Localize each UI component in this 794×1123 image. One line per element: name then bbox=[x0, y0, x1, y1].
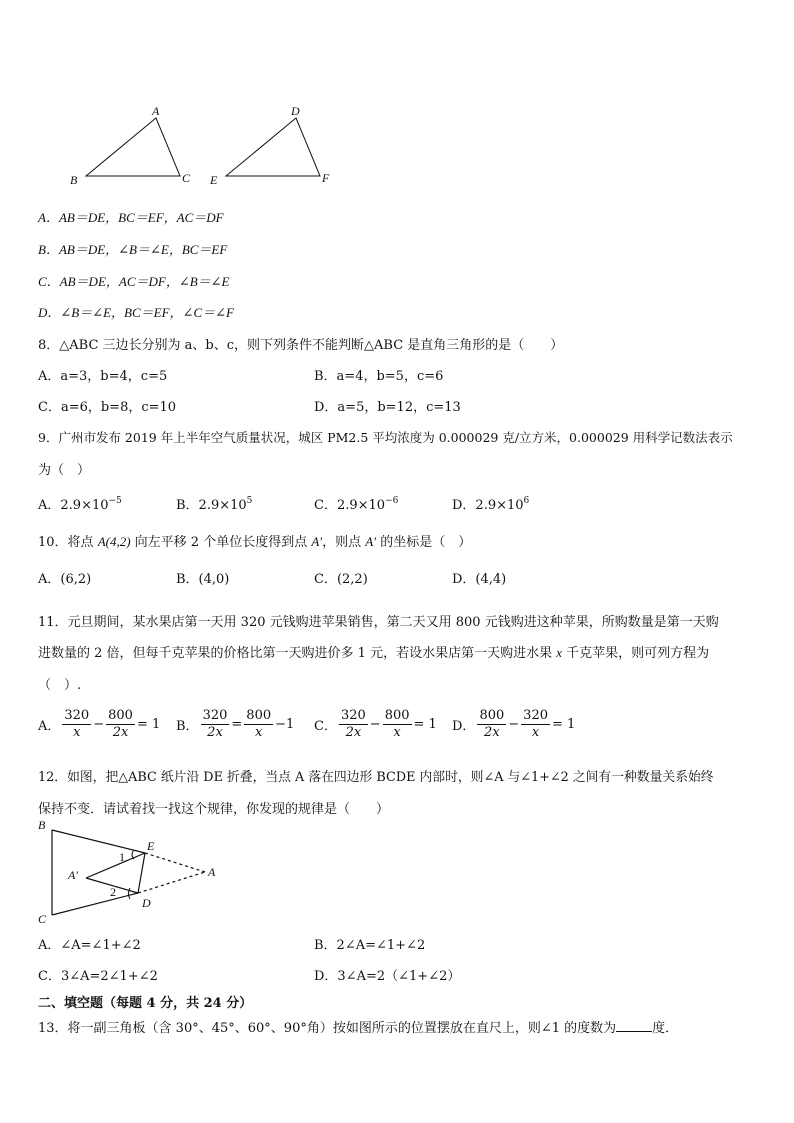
q11-option-b-label: B． bbox=[176, 719, 199, 734]
q11-variable-x: x bbox=[556, 645, 562, 660]
q10-stem-pre: 10．将点 bbox=[38, 535, 98, 550]
operator: − bbox=[508, 717, 520, 732]
label-f: F bbox=[322, 171, 330, 185]
label-a-prime: A′ bbox=[68, 868, 78, 882]
operator: = bbox=[231, 717, 243, 732]
q11-stem-line2 bbox=[38, 642, 709, 661]
q9-option-c[interactable] bbox=[314, 494, 398, 513]
q7-option-a[interactable]: A．AB＝DE，BC＝EF，AC＝DF bbox=[38, 210, 224, 225]
q12-stem-line1: 12．如图，把△ABC 纸片沿 DE 折叠，当点 A 落在四边形 BCDE 内部时，则∠A 与∠1+∠2 之间有一种数量关系始终 bbox=[38, 770, 714, 785]
q8-option-a[interactable]: A．a=3，b=4，c=5 bbox=[38, 369, 168, 384]
q11-option-c-frac1 bbox=[339, 708, 368, 741]
q11-stem-line2-pre: 进数量的 2 倍，但每千克苹果的价格比第一天购进价多 1 元，若设水果店第一天购进水果 bbox=[38, 646, 557, 661]
q11-option-c[interactable] bbox=[314, 708, 437, 741]
denominator: x bbox=[73, 725, 81, 740]
label-b: B bbox=[70, 173, 78, 187]
label-c: C bbox=[182, 171, 191, 185]
fold-line-de bbox=[138, 853, 145, 893]
q13-stem-post: 度． bbox=[652, 1021, 679, 1036]
rhs: = 1 bbox=[552, 717, 576, 732]
q12-stem-line2: 保持不变．请试着找一找这个规律，你发现的规律是（ ） bbox=[38, 802, 390, 817]
numerator: 800 bbox=[479, 708, 505, 723]
triangle-abc bbox=[86, 118, 180, 176]
operator: − bbox=[369, 717, 381, 732]
q9-option-a[interactable] bbox=[38, 494, 122, 513]
q10-stem-mid: 向左平移 2 个单位长度得到点 bbox=[130, 535, 312, 550]
label-e: E bbox=[210, 173, 218, 187]
triangle-def bbox=[226, 118, 320, 176]
q11-stem-line2-post: 千克苹果，则可列方程为 bbox=[562, 646, 710, 661]
denominator: 2x bbox=[112, 725, 129, 740]
q12-option-b[interactable]: B．2∠A=∠1+∠2 bbox=[314, 938, 426, 953]
numerator: 800 bbox=[384, 708, 410, 723]
denominator: 2x bbox=[207, 725, 223, 740]
q10-point-a: A(4,2) bbox=[97, 534, 131, 549]
q9-option-b-base: B．2.9×10 bbox=[176, 498, 247, 513]
q8-option-d[interactable]: D．a=5，b=12，c=13 bbox=[314, 400, 461, 415]
section-title-fill-blank: 二、填空题（每题 4 分，共 24 分） bbox=[38, 996, 253, 1011]
q11-option-b-frac2 bbox=[244, 708, 273, 741]
q9-stem-line1: 9．广州市发布 2019 年上半年空气质量状况，城区 PM2.5 平均浓度为 0.000029 克/立方米，0.000029 用科学记数法表示 bbox=[38, 430, 733, 445]
q11-option-d-frac2 bbox=[521, 708, 550, 741]
denominator: x bbox=[255, 725, 263, 740]
q12-option-a[interactable]: A．∠A=∠1+∠2 bbox=[38, 938, 141, 953]
angle-2-arc bbox=[129, 888, 131, 899]
q9-option-d-exp: 6 bbox=[523, 496, 530, 506]
numerator: 800 bbox=[246, 708, 272, 723]
q9-option-a-base: A．2.9×10 bbox=[38, 498, 109, 513]
q11-option-d[interactable] bbox=[452, 708, 575, 741]
q11-option-a[interactable] bbox=[38, 708, 160, 741]
q10-option-a[interactable]: A．(6,2) bbox=[38, 572, 92, 587]
q9-option-a-exp: −5 bbox=[108, 496, 122, 506]
q11-option-c-label: C． bbox=[314, 719, 337, 734]
numerator: 320 bbox=[340, 708, 366, 723]
q9-option-b[interactable] bbox=[176, 494, 252, 513]
q7-option-b[interactable]: B．AB＝DE，∠B＝∠E，BC＝EF bbox=[38, 242, 228, 257]
q11-option-a-frac2 bbox=[106, 708, 135, 741]
q12-option-d[interactable]: D．3∠A=2（∠1+∠2） bbox=[314, 969, 461, 984]
denominator: 2x bbox=[484, 725, 500, 740]
dashed-da bbox=[138, 872, 205, 893]
label-a: A bbox=[152, 104, 160, 118]
q8-stem: 8．△ABC 三边长分别为 a、b、c，则下列条件不能判断△ABC 是直角三角形的是（ ） bbox=[38, 338, 564, 353]
label-angle-1: 1 bbox=[119, 850, 125, 864]
q10-point-a-prime: A′ bbox=[311, 534, 323, 549]
numerator: 320 bbox=[202, 708, 228, 723]
q11-option-b-frac1 bbox=[201, 708, 230, 741]
label-b: B bbox=[38, 818, 46, 832]
q8-option-b[interactable]: B．a=4，b=5，c=6 bbox=[314, 369, 444, 384]
dashed-ea bbox=[145, 853, 205, 872]
q11-option-c-frac2 bbox=[383, 708, 412, 741]
q9-option-d-base: D．2.9×10 bbox=[452, 498, 524, 513]
q10-option-d[interactable]: D．(4,4) bbox=[452, 572, 507, 587]
q11-option-d-frac1 bbox=[477, 708, 506, 741]
q11-stem-line1: 11．元旦期间，某水果店第一天用 320 元钱购进苹果销售，第二天又用 800 元钱购进这种苹果，所购数量是第一天购 bbox=[38, 615, 719, 630]
q11-stem-line3: （ ）. bbox=[38, 678, 82, 693]
rhs: −1 bbox=[275, 717, 295, 732]
q8-option-c[interactable]: C．a=6，b=8，c=10 bbox=[38, 400, 177, 415]
q12-option-c[interactable]: C．3∠A=2∠1+∠2 bbox=[38, 969, 158, 984]
side-be bbox=[52, 830, 145, 853]
q9-option-b-exp: 5 bbox=[246, 496, 253, 506]
denominator: x bbox=[531, 725, 540, 740]
q10-stem-mid2: ，则点 bbox=[322, 535, 366, 550]
operator: − bbox=[93, 717, 105, 732]
numerator: 320 bbox=[64, 708, 90, 723]
folded-ea-prime bbox=[86, 853, 145, 878]
side-cd bbox=[52, 893, 138, 915]
label-angle-2: 2 bbox=[110, 885, 116, 899]
rhs: = 1 bbox=[413, 717, 437, 732]
q9-option-c-base: C．2.9×10 bbox=[314, 498, 386, 513]
q9-option-c-exp: −6 bbox=[385, 496, 399, 506]
q10-option-c[interactable]: C．(2,2) bbox=[314, 572, 368, 587]
label-d: D bbox=[142, 896, 151, 910]
q13-answer-blank[interactable] bbox=[616, 1019, 652, 1032]
q13-stem-pre: 13．将一副三角板（含 30°、45°、60°、90°角）按如图所示的位置摆放在直尺上，则∠1 的度数为 bbox=[38, 1021, 617, 1036]
label-c: C bbox=[38, 912, 47, 925]
q9-stem-line2: 为（ ） bbox=[38, 463, 91, 478]
denominator: x bbox=[393, 725, 401, 740]
numerator: 320 bbox=[523, 708, 548, 723]
q10-stem-post: 的坐标是（ ） bbox=[376, 535, 472, 550]
q7-option-c[interactable]: C．AB＝DE，AC＝DF，∠B＝∠E bbox=[38, 274, 230, 289]
rhs: = 1 bbox=[136, 717, 161, 732]
q11-option-b[interactable] bbox=[176, 708, 294, 741]
q11-option-a-frac1 bbox=[62, 708, 91, 741]
triangles-figure bbox=[60, 100, 350, 195]
q10-option-b[interactable]: B．(4,0) bbox=[176, 572, 230, 587]
q12-fold-figure bbox=[30, 815, 230, 925]
q7-option-d[interactable]: D．∠B＝∠E，BC＝EF，∠C＝∠F bbox=[38, 305, 234, 320]
q10-stem bbox=[38, 531, 471, 550]
q11-option-a-label: A． bbox=[38, 719, 61, 734]
label-e: E bbox=[147, 839, 155, 853]
denominator: 2x bbox=[345, 725, 362, 740]
label-a: A bbox=[208, 865, 216, 879]
q13-stem bbox=[38, 1017, 678, 1036]
q10-point-a-prime-2: A′ bbox=[365, 534, 377, 549]
q9-option-d[interactable] bbox=[452, 494, 529, 513]
q11-option-d-label: D． bbox=[452, 719, 476, 734]
label-d: D bbox=[291, 104, 300, 118]
numerator: 800 bbox=[108, 708, 133, 723]
